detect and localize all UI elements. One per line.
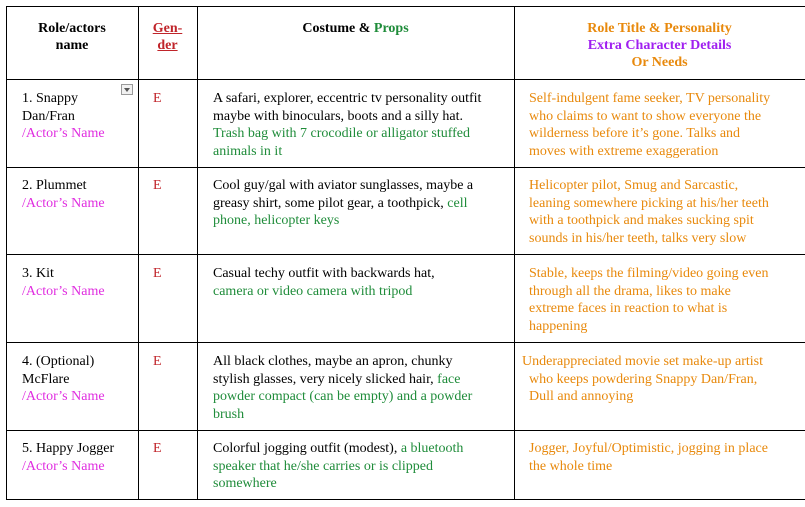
row1-actor-name[interactable]: /Actor’s Name: [22, 126, 105, 141]
header-role-title-line: Role Title & Personality: [587, 21, 732, 36]
row5-props-line3: somewhere: [213, 476, 277, 491]
table-border-left: [6, 6, 7, 500]
row-divider: [6, 167, 805, 168]
row1-personality-line2: who claims to want to show everyone the: [529, 108, 762, 124]
row5-personality: [529, 440, 805, 475]
row3-costume: [213, 265, 513, 300]
row5-personality-line1: Jogger, Joyful/Optimistic, jogging in place: [529, 441, 768, 456]
row4-personality-line3: Dull and annoying: [529, 389, 634, 404]
row5-name: [22, 440, 136, 475]
dropdown-arrow-icon[interactable]: [121, 84, 133, 95]
row3-name: [22, 265, 132, 300]
row3-personality: [529, 265, 805, 335]
row1-name-line2: Dan/Fran: [22, 108, 75, 124]
row1-name: [22, 90, 132, 143]
row2-personality: [529, 177, 805, 247]
row5-costume-line1: [213, 440, 513, 458]
row2-personality-line2: leaning somewhere picking at his/her teeth: [529, 195, 769, 211]
character-table: [6, 6, 805, 500]
row1-props-line2: animals in it: [213, 143, 283, 159]
row3-personality-line3: extreme faces in reaction to what is: [529, 301, 728, 316]
row3-personality-line4: happening: [529, 318, 588, 334]
header-role-title: [514, 20, 805, 71]
header-extra-line1: Extra Character Details: [587, 38, 732, 53]
table-border-top: [6, 6, 805, 7]
row5-personality-line2: the whole time: [529, 458, 613, 474]
row-divider: [6, 430, 805, 431]
row2-costume-line1: Cool guy/gal with aviator sunglasses, maybe a: [213, 178, 474, 193]
row4-props-line2: powder compact (can be empty) and a powder: [213, 389, 473, 404]
column-divider: [197, 6, 198, 500]
row4-costume-line2-text: stylish glasses, very nicely slicked hair,: [213, 371, 434, 387]
row2-name-line1: 2. Plummet: [22, 178, 87, 193]
row1-costume-line2: maybe with binoculars, boots and a silly hat.: [213, 108, 464, 124]
table-border-bottom: [6, 499, 805, 500]
row3-gender: E: [153, 266, 162, 281]
row2-costume-line2: [213, 195, 513, 213]
row4-costume-line1: All black clothes, maybe an apron, chunky: [213, 354, 453, 369]
row4-costume: [213, 353, 513, 423]
row2-actor-name[interactable]: /Actor’s Name: [22, 195, 105, 211]
row4-personality-line1: Underappreciated movie set make-up artist: [522, 354, 764, 369]
row4-gender: E: [153, 354, 162, 369]
header-role-line2: name: [55, 38, 89, 53]
row4-personality-line2: who keeps powdering Snappy Dan/Fran,: [529, 371, 758, 387]
row2-props-line1: cell: [447, 195, 468, 211]
row-divider: [6, 342, 805, 343]
row5-gender: E: [153, 441, 162, 456]
header-costume: Costume &: [302, 21, 371, 36]
row-divider: [6, 254, 805, 255]
column-divider: [138, 6, 139, 500]
row2-personality-line3: with a toothpick and makes sucking spit: [529, 213, 754, 228]
header-extra-line2: Or Needs: [631, 55, 688, 70]
row4-costume-line2: [213, 371, 513, 389]
header-role-line1: Role/actors: [38, 21, 106, 36]
row1-props-line1: Trash bag with 7 crocodile or alligator stuffed: [213, 126, 471, 141]
row3-actor-name[interactable]: /Actor’s Name: [22, 283, 105, 299]
row1-costume: [213, 90, 513, 160]
row1-personality-line1: Self-indulgent fame seeker, TV personality: [529, 91, 771, 106]
row2-gender: E: [153, 178, 162, 193]
row3-name-line1: 3. Kit: [22, 266, 54, 281]
row2-costume-line2-text: greasy shirt, some pilot gear, a toothpick,: [213, 195, 444, 211]
header-gender: [138, 20, 197, 54]
row5-costume-line1-text: Colorful jogging outfit (modest),: [213, 441, 398, 456]
row4-name-line1: 4. (Optional): [22, 354, 95, 369]
row5-name-line1: 5. Happy Jogger: [22, 441, 115, 456]
row1-name-line1: 1. Snappy: [22, 91, 78, 106]
header-gender-line2: der: [157, 38, 178, 53]
row4-props-line3: brush: [213, 406, 245, 422]
header-role-actors: [6, 20, 138, 54]
row4-personality: [522, 353, 805, 406]
row3-personality-line1: Stable, keeps the filming/video going even: [529, 266, 769, 281]
row1-gender: E: [153, 91, 162, 106]
row1-personality-line4: moves with extreme exaggeration: [529, 143, 719, 159]
row5-props-line2: speaker that he/she carries or is clipped: [213, 458, 434, 474]
column-divider: [514, 6, 515, 500]
row4-name-line2: McFlare: [22, 371, 70, 387]
row2-name: [22, 177, 132, 212]
header-props: Props: [373, 21, 409, 36]
row4-props-line1: face: [437, 371, 461, 387]
row2-personality-line1: Helicopter pilot, Smug and Sarcastic,: [529, 178, 739, 193]
row5-costume: [213, 440, 513, 493]
header-gender-line1: Gen-: [152, 21, 183, 36]
row2-costume: [213, 177, 513, 230]
row4-actor-name[interactable]: /Actor’s Name: [22, 389, 105, 404]
row2-props-line2: phone, helicopter keys: [213, 213, 340, 228]
row-divider: [6, 79, 805, 80]
row5-props-line1: a bluetooth: [400, 441, 464, 456]
row3-costume-line1: Casual techy outfit with backwards hat,: [213, 266, 435, 281]
header-costume-props: [197, 20, 514, 37]
row5-actor-name[interactable]: /Actor’s Name: [22, 458, 105, 474]
row1-costume-line1: A safari, explorer, eccentric tv personality outfit: [213, 91, 482, 106]
row3-props-line1: camera or video camera with tripod: [213, 283, 413, 299]
row1-personality: [529, 90, 805, 160]
row2-personality-line4: sounds in his/her teeth, talks very slow: [529, 230, 747, 246]
row1-personality-line3: wilderness before it’s gone. Talks and: [529, 126, 741, 141]
row3-personality-line2: through all the drama, likes to make: [529, 283, 731, 299]
row4-name: [22, 353, 132, 406]
